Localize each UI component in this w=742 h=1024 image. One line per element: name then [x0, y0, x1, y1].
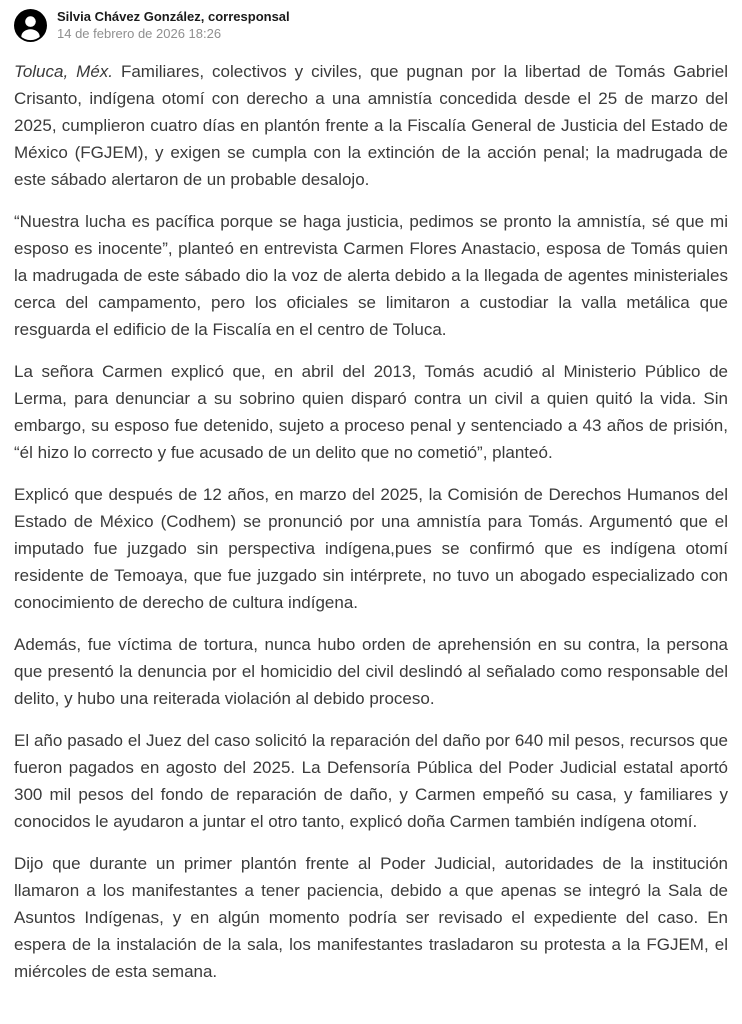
paragraph-3: La señora Carmen explicó que, en abril del 2013, Tomás acudió al Ministerio Público de Lerma, para denunciar a su sobrino quien disparó contra un civil a quien quitó la vida. Sin embargo, su esposo fue detenido, sujeto a proceso penal y sentenciado a 43 años de prisión, “él hizo lo correcto y fue acusado de un delito que no cometió”, planteó. [14, 362, 728, 462]
person-icon [14, 9, 47, 42]
byline-text [57, 8, 290, 42]
dateline: Toluca, Méx. [14, 62, 113, 81]
paragraph-6: El año pasado el Juez del caso solicitó la reparación del daño por 640 mil pesos, recursos que fueron pagados en agosto del 2025. La Defensoría Pública del Poder Judicial estatal aportó 300 mil pesos del fondo de reparación de daño, y Carmen empeñó su casa, y familiares y conocidos le ayudaron a juntar el otro tanto, explicó doña Carmen también indígena otomí. [14, 731, 728, 831]
paragraph-7: Dijo que durante un primer plantón frente al Poder Judicial, autoridades de la institución llamaron a los manifestantes a tener paciencia, debido a que apenas se integró la Sala de Asuntos Indígenas, y en algún momento podría ser revisado el expediente del caso. En espera de la instalación de la sala, los manifestantes trasladaron su protesta a la FGJEM, el miércoles de esta semana. [14, 854, 728, 981]
publish-datetime: 14 de febrero de 2026 18:26 [57, 26, 222, 41]
paragraph-5: Además, fue víctima de tortura, nunca hubo orden de aprehensión en su contra, la persona que presentó la denuncia por el homicidio del civil deslindó al señalado como responsable del delito, y hubo una reiterada violación al debido proceso. [14, 635, 728, 708]
paragraph-2: “Nuestra lucha es pacífica porque se haga justicia, pedimos se pronto la amnistía, sé que mi esposo es inocente”, planteó en entrevista Carmen Flores Anastacio, esposa de Tomás quien la madrugada de este sábado dio la voz de alerta debido a la llegada de agentes ministeriales cerca del campamento, pero los oficiales se limitaron a custodiar la valla metálica que resguarda el edificio de la Fiscalía en el centro de Toluca. [14, 212, 728, 339]
paragraph-1 [14, 58, 728, 193]
author-name: Silvia Chávez González, corresponsal [57, 9, 290, 24]
article-body [14, 58, 728, 985]
paragraph-4: Explicó que después de 12 años, en marzo del 2025, la Comisión de Derechos Humanos del Estado de México (Codhem) se pronunció por una amnistía para Tomás. Argumentó que el imputado fue juzgado sin perspectiva indígena,pues se confirmó que es indígena otomí residente de Temoaya, que fue juzgado sin intérprete, no tuvo un abogado especializado con conocimiento de derecho de cultura indígena. [14, 485, 728, 612]
paragraph-1-text: Familiares, colectivos y civiles, que pugnan por la libertad de Tomás Gabriel Crisanto, indígena otomí con derecho a una amnistía concedida desde el 25 de marzo del 2025, cumplieron cuatro días en plantón frente a la Fiscalía General de Justicia del Estado de México (FGJEM), y exigen se cumpla con la extinción de la acción penal; la madrugada de este sábado alertaron de un probable desalojo. [14, 62, 728, 189]
author-avatar [14, 9, 47, 42]
byline [14, 8, 728, 42]
